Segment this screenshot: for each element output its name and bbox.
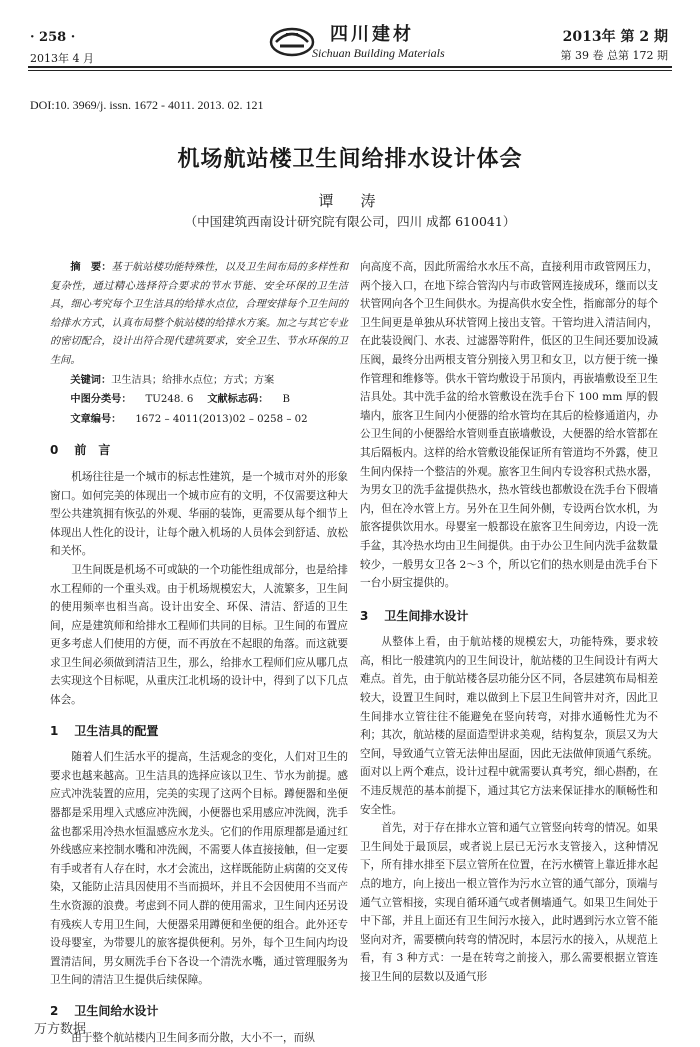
header-rule: [28, 66, 672, 68]
journal-issue: 2013年 第 2 期: [562, 29, 668, 45]
paragraph-supply-continued: 向高度不高，因此所需给水水压不高，直接利用市政管网压力，两个接入口，在地下综合管沟内与市政管网连接成环，继而以支状管网向各个卫生间供水。为提高供水安全性，指廊部分的每个卫生间更是单独从环状管网上接出支管。干管均进入清洁间内，在此装设阀门、水表、过滤器等附件，低区的卫生间还要加设减压阀，最终分出两根支管分别接入男卫和女卫，以方便于统一操作管理和维修等。供水干管均敷设于吊顶内，再嵌墙敷设至卫生洁具处。其中洗手盆的给水管敷设在洗手台下 100 mm 厚的假墙内，旅客卫生间内小便器的给水管均在其后的检修通道内，办公卫生间的小便器给水管则垂直嵌墙敷设，大便器的给水管都在其后隔板内。这样的给水管敷设能保证所有管道均不外露，使卫生间内保持一个整洁的外观。旅客卫生间内专设容积式热水器，为男女卫的洗手盆提供热水，热水管线也都敷设在洗手台下假墙内，但在冷水管上方。另外在卫生间外侧，专设两台饮水机，为旅客提供饮用水。母婴室一般都设在旅客卫生间旁边，内设一洗手盆，其冷热水均由卫生间提供。由于办公卫生间内洗手盆数量较少，一般男女卫各 2～3 个，所以它们的热水则是由洗手台下一台小厨宝提供的。: [360, 261, 658, 590]
doi: DOI:10. 3969/j. issn. 1672 - 4011. 2013. 02. 121: [30, 98, 264, 112]
section-title: 卫生间给水设计: [74, 1003, 159, 1018]
author: 谭 涛: [318, 192, 382, 210]
right-column: [360, 258, 658, 987]
section-number: 0: [50, 443, 59, 458]
page-number: · 258 ·: [30, 30, 76, 45]
section-title: 前 言: [74, 443, 111, 458]
doc-code-value: B: [282, 394, 290, 406]
journal-name-en: Sichuan Building Materials: [312, 46, 445, 60]
section-number: 2: [50, 1003, 59, 1018]
abstract-text: 基于航站楼功能特殊性，以及卫生间布局的多样性和复杂性，通过精心选择符合要求的节水节能、安全环保的卫生洁具，细心考究每个卫生洁具的给排水点位，合理安排每个卫生间的给排水方式，认真布局整个航站楼的给排水方案。加之与其它专业的密切配合，设计出符合现代建筑要求，安全卫生、节水环保的卫生间。: [50, 262, 349, 366]
classification-row: [50, 390, 348, 410]
journal-volume: 第 39 卷 总第 172 期: [560, 49, 668, 62]
section-heading-1: [50, 722, 348, 741]
affiliation: （中国建筑西南设计研究院有限公司，四川 成都 610041）: [184, 214, 516, 229]
section-title: 卫生洁具的配置: [74, 723, 159, 738]
left-column: [50, 258, 348, 1047]
article-number-row: [50, 410, 348, 430]
paragraph-drainage-1: 从整体上看，由于航站楼的规模宏大，功能特殊，要求较高，相比一般建筑内的卫生间设计，航站楼的卫生间设计有两大难点。首先，由于航站楼各层功能分区不同，各层建筑布局相差较大，设置卫生间时，难以做到上下层卫生间管井对齐，因此卫生间排水立管往往不能避免在竖向转弯，对排水通畅性尤为不利；其次，航站楼的屋面造型讲求美观，结构复杂，顶层又为大空间，导致通气立管无法伸出屋面，因此无法做伸顶通气系统。面对以上两个难点，设计过程中就需要认真考究，细心斟酌，在不违反规范的基本前提下，通过其它方法来保证排水的顺畅性和安全性。: [360, 636, 658, 816]
paragraph-intro-1: 机场往往是一个城市的标志性建筑，是一个城市对外的形象窗口。如何完美的体现出一个城市应有的文明，不仅需要这种大型公共建筑拥有恢弘的外观、华丽的装饰，更需要从每个细节上体现出人性化的设计，让每个融入机场的人员体会到舒适、放松和关怀。: [50, 470, 348, 558]
article-number-label: 文章编号：: [70, 412, 122, 425]
doc-code-label: 文献标志码：: [207, 393, 269, 406]
header-rule-thin: [28, 70, 672, 71]
paper-title: 机场航站楼卫生间给排水设计体会: [177, 147, 523, 172]
footer-watermark: 万方数据: [34, 1022, 87, 1037]
issue-date: 2013年 4 月: [30, 52, 94, 65]
section-heading-2: [50, 1002, 348, 1021]
article-number-value: 1672 – 4011(2013)02 – 0258 – 02: [135, 413, 308, 425]
paragraph-fixtures: 随着人们生活水平的提高，生活观念的变化，人们对卫生的要求也越来越高。卫生洁具的选择应该以卫生、节水为前提。感应式冲洗装置的应用，完美的实现了这两个目标。蹲便器和坐便器都是采用埋入式感应冲洗阀，小便器也采用感应冲洗阀，洗手盆也都采用冷热水恒温感应水龙头。它们的作用原理都是通过红外线感应来控制水嘴和冲洗阀，不需要人体直接接触，但一定要有手或者有人存在时，水才会流出，这样既能防止病菌的交叉传染，又能防止洁具因使用不当而损坏，并且不会因使用不当而产生水资源的浪费。考虑到不同人群的使用需求，卫生间内还另设有残疾人专用卫生间，大便器采用蹲便和坐便的组合。此外还专设母婴室，为带婴儿的旅客提供便利。另外，每个卫生间内均设置清洁间，男女厕洗手台下各设一个清洗水嘴，通过管理服务为卫生间的清洁卫生提供后续保障。: [50, 751, 348, 987]
section-title: 卫生间排水设计: [384, 608, 469, 623]
keywords-text: 卫生洁具；给排水点位；方式；方案: [111, 374, 275, 386]
clc-label: 中图分类号：: [70, 393, 132, 406]
keywords-label: 关键词：: [70, 373, 112, 386]
abstract: [50, 258, 348, 371]
clc-value: TU248. 6: [145, 394, 194, 406]
paragraph-supply-start: 由于整个航站楼内卫生间多而分散，大小不一，而纵: [71, 1031, 315, 1044]
abstract-label: 摘 要：: [70, 261, 112, 273]
section-number: 3: [360, 608, 369, 623]
paragraph-drainage-2: 首先，对于存在排水立管和通气立管竖向转弯的情况。如果卫生间处于最顶层，或者说上层已无污水支管接入，这种情况下，所有排水排至下层立管所在位置，在污水横管上靠近排水起点的地方，向上接出一根立管作为污水立管的通气部分，顶端与通气立管相接，实现自循环通气或者侧墙通气。如果卫生间处于中下部，并且上面还有卫生间污水接入，此时遇到污水立管不能竖向对齐，需要横向转弯的情况时，本层污水的接入，从规范上看，有 3 种方式：一是在转弯之前接入，那么需要根据立管连接卫生间的层数以及通气形: [360, 822, 658, 983]
section-heading-0: [50, 441, 348, 460]
keywords: [50, 371, 348, 391]
section-number: 1: [50, 723, 59, 738]
journal-logo-icon: [268, 20, 316, 60]
section-heading-3: [360, 607, 658, 626]
journal-name-cn: 四川建材: [330, 24, 414, 45]
paragraph-intro-2: 卫生间既是机场不可或缺的一个功能性组成部分，也是给排水工程师的一个重头戏。由于机场规模宏大，人流繁多，卫生间的使用频率也相当高。设计出安全、环保、清洁、舒适的卫生间，应是建筑师和给排水工程师们共同的目标。卫生间的布置应更多考虑人们使用的方便，而不再放在不起眼的角落。而这就要求卫生间必须做到清洁卫生，那么，给排水工程师们应从哪几点去实现这个目标呢，从重庆江北机场的设计中，得到了以下几点体会。: [50, 563, 348, 707]
